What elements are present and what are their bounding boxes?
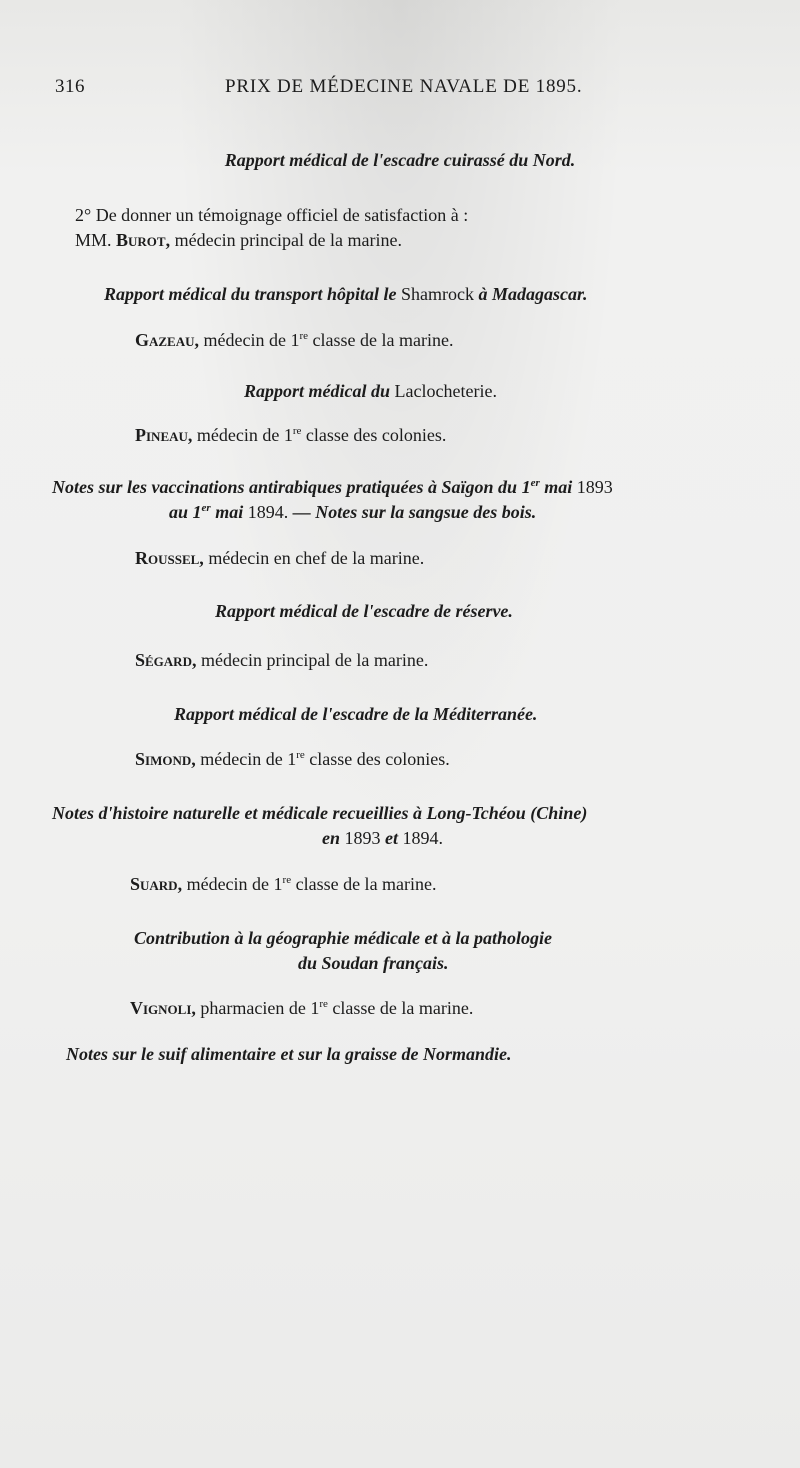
page-header xyxy=(55,76,745,104)
ship-name: Laclocheterie. xyxy=(394,381,497,401)
running-title: PRIX DE MÉDECINE NAVALE DE 1895. xyxy=(225,76,583,97)
year: 1894. xyxy=(402,828,443,848)
title-text: en xyxy=(322,828,345,848)
author-rank: classe de la marine. xyxy=(308,330,454,350)
author-rank: classe de la marine. xyxy=(327,998,474,1018)
author-line-suard xyxy=(130,874,437,895)
author-name: Vignoli, xyxy=(130,998,196,1018)
author-rank: médecin principal de la marine. xyxy=(170,230,402,250)
report-title-mediterranee: Rapport médical de l'escadre de la Méditerranée. xyxy=(174,704,538,724)
author-rank: médecin de 1 xyxy=(182,874,283,894)
title-text: Rapport médical du xyxy=(244,381,395,401)
page-number: 316 xyxy=(55,76,85,97)
ordinal-sup: er xyxy=(201,502,211,514)
author-name: Roussel, xyxy=(135,548,204,568)
ordinal-sup: re xyxy=(282,874,292,886)
author-rank: classe des colonies. xyxy=(301,425,447,445)
ordinal-sup: re xyxy=(296,749,305,761)
ordinal-sup: re xyxy=(299,330,309,342)
title-text: Notes sur les vaccinations antirabiques pratiquées à Saïgon du 1 xyxy=(52,477,531,497)
report-title-shamrock xyxy=(104,284,588,305)
title-text: au 1 xyxy=(169,502,202,522)
author-line-burot xyxy=(75,230,402,251)
report-title-soudan-line1: Contribution à la géographie médicale et à la pathologie xyxy=(134,928,553,948)
author-rank: médecin principal de la marine. xyxy=(196,650,429,670)
author-name: Ségard, xyxy=(135,650,197,670)
author-rank: médecin en chef de la marine. xyxy=(203,548,425,568)
author-rank: pharmacien de 1 xyxy=(195,998,320,1018)
ship-name: Shamrock xyxy=(401,284,475,304)
report-title-reserve: Rapport médical de l'escadre de réserve. xyxy=(215,601,513,621)
ordinal-sup: re xyxy=(319,998,328,1010)
author-rank: médecin de 1 xyxy=(192,425,293,445)
title-text: Rapport médical du transport hôpital le xyxy=(104,284,402,304)
author-name: Gazeau, xyxy=(135,330,200,350)
report-title-laclocheterie xyxy=(244,381,497,402)
report-title-long-tcheou-line1: Notes d'histoire naturelle et médicale recueillies à Long-Tchéou (Chine) xyxy=(52,803,588,823)
author-name: Suard, xyxy=(130,874,183,894)
author-line-gazeau xyxy=(135,330,453,351)
report-title-vaccinations-line2 xyxy=(169,502,536,523)
report-title-nord: Rapport médical de l'escadre cuirassé du Nord. xyxy=(224,150,576,170)
year: 1894. xyxy=(247,502,289,522)
year: 1893 xyxy=(576,477,613,497)
title-text: à Madagascar. xyxy=(474,284,588,304)
author-rank: médecin de 1 xyxy=(195,749,297,769)
author-rank: classe des colonies. xyxy=(304,749,450,769)
author-rank: médecin de 1 xyxy=(199,330,300,350)
author-line-pineau xyxy=(135,425,446,446)
author-line-vignoli xyxy=(130,998,473,1019)
honorific: MM. xyxy=(75,230,112,250)
author-line-simond xyxy=(135,749,450,770)
report-title-long-tcheou-line2 xyxy=(322,828,443,849)
ordinal-sup: er xyxy=(530,477,540,489)
title-text: mai xyxy=(210,502,248,522)
title-text: et xyxy=(380,828,403,848)
author-name: Pineau, xyxy=(135,425,193,445)
title-text: — Notes sur la sangsue des bois. xyxy=(288,502,537,522)
ordinal-sup: re xyxy=(292,425,302,437)
author-line-segard xyxy=(135,650,428,671)
report-title-soudan-line2: du Soudan français. xyxy=(298,953,449,973)
title-text: mai xyxy=(539,477,577,497)
author-rank: classe de la marine. xyxy=(291,874,437,894)
report-title-suif: Notes sur le suif alimentaire et sur la graisse de Normandie. xyxy=(66,1044,512,1064)
year: 1893 xyxy=(344,828,381,848)
author-line-roussel xyxy=(135,548,424,569)
author-name: Burot, xyxy=(116,230,171,250)
report-title-vaccinations-line1 xyxy=(52,477,613,498)
author-name: Simond, xyxy=(135,749,196,769)
satisfaction-intro: 2° De donner un témoignage officiel de satisfaction à : xyxy=(75,205,469,225)
